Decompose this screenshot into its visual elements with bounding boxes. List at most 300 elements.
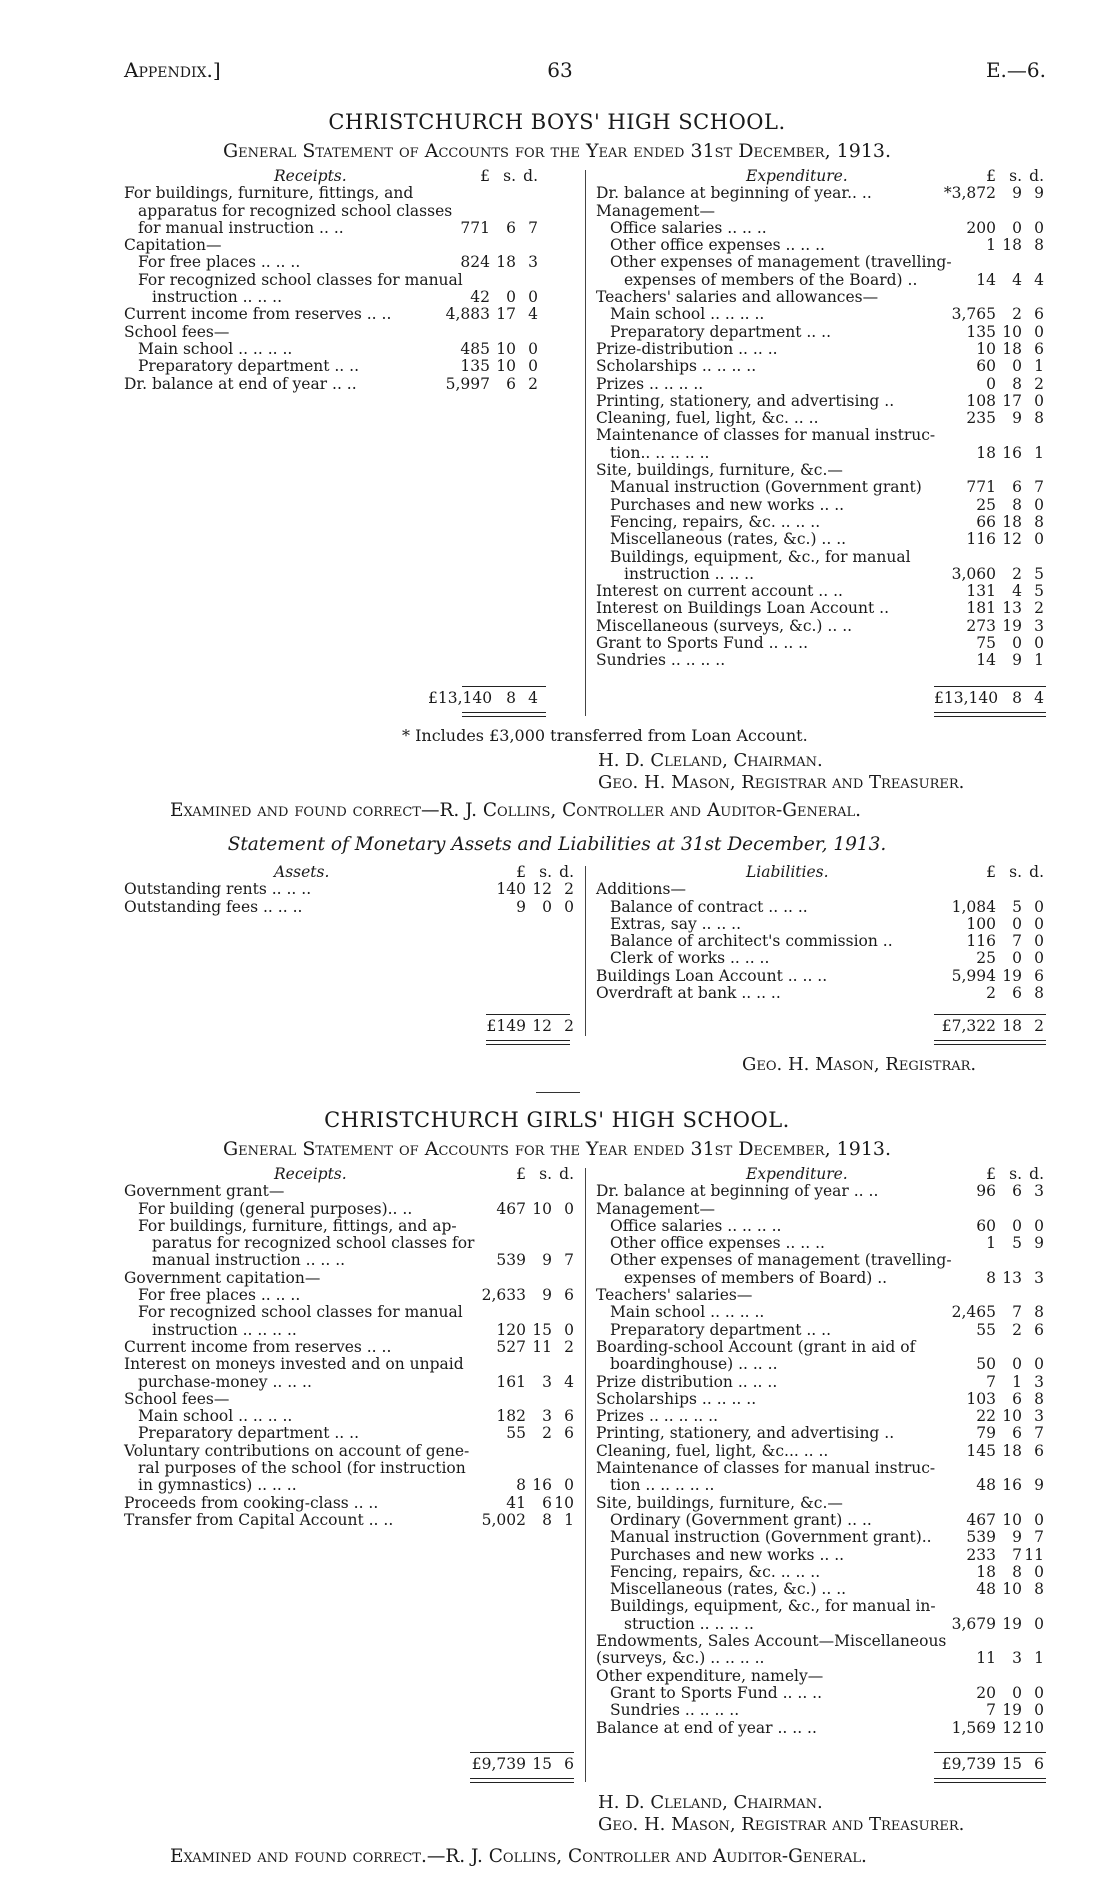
amount-pence: 6 [564, 1407, 574, 1426]
boys-signature-registrar: Geo. H. Mason, Registrar and Treasurer. [598, 772, 965, 793]
amount-pounds: 14 [976, 651, 996, 670]
amount-shillings: 17 [496, 305, 516, 324]
ledger-item-amount [934, 1322, 1044, 1339]
amount-pounds: 100 [966, 914, 996, 933]
ledger-item-amount [428, 306, 538, 323]
ledger-item-amount [934, 1512, 1044, 1529]
ledger-column-header [124, 864, 574, 881]
boys-column-divider [585, 170, 586, 716]
amount-pence: 2 [564, 880, 574, 899]
girls-expenditure-rule-top [934, 1752, 1046, 1753]
ledger-row [596, 1408, 1044, 1425]
ledger-row [596, 881, 1044, 898]
amount-shillings: 18 [1002, 512, 1022, 531]
ledger-item-label: Preparatory department .. .. [138, 1424, 360, 1443]
ledger-item-label: Management— [596, 1199, 716, 1218]
amount-shillings: 4 [1012, 270, 1022, 289]
amount-pence: 2 [564, 1337, 574, 1356]
amount-shillings: 19 [1002, 966, 1022, 985]
amount-pounds: 50 [976, 1355, 996, 1374]
amount-pence: 0 [528, 288, 538, 307]
amount-pence: 6 [1034, 1320, 1044, 1339]
ledger-item-label: Government grant— [124, 1182, 285, 1201]
amount-pounds: 2,633 [481, 1286, 526, 1305]
ledger-row [124, 1477, 574, 1494]
amount-shillings: 7 [1012, 1545, 1022, 1564]
amount-shillings: 10 [532, 1199, 552, 1218]
amount-pence: 1 [1034, 443, 1044, 462]
ledger-row [596, 1495, 1044, 1512]
amount-pence: 3 [1034, 1372, 1044, 1391]
amount-pounds: 3,679 [951, 1614, 996, 1633]
ledger-item-amount [934, 583, 1044, 600]
ledger-row [124, 237, 538, 254]
ledger-item-label: Miscellaneous (rates, &c.) .. .. [610, 1580, 847, 1599]
amount-pence: 0 [1034, 1614, 1044, 1633]
ledger-column-header [596, 1166, 1044, 1183]
header-appendix: Appendix.] [124, 58, 221, 82]
ledger-row [124, 1201, 574, 1218]
amount-pence: 0 [1034, 634, 1044, 653]
ledger-item-label: Cleaning, fuel, light, &c... .. .. [596, 1441, 829, 1460]
girls-signature-chairman: H. D. Cleland, Chairman. [598, 1792, 823, 1813]
amount-pence: 3 [528, 253, 538, 272]
amount-pounds: 233 [966, 1545, 996, 1564]
column-heading: Receipts. [274, 1165, 347, 1183]
amount-shillings: 19 [1002, 1614, 1022, 1633]
ledger-item-label: Other office expenses .. .. .. [610, 1234, 825, 1253]
amount-pounds: 108 [966, 391, 996, 410]
ledger-row [596, 376, 1044, 393]
ledger-item-label: For recognized school classes for manual [138, 270, 463, 289]
ledger-item-amount [934, 1477, 1044, 1494]
amount-shillings: 19 [1002, 1701, 1022, 1720]
amount-pounds: 1 [986, 236, 996, 255]
amount-pence: 10 [554, 1493, 574, 1512]
ledger-item-amount [464, 1322, 574, 1339]
amount-pence: 4 [528, 305, 538, 324]
amount-pence: 1 [1034, 357, 1044, 376]
amount-shillings: 13 [1002, 599, 1022, 618]
amount-pence: 0 [1034, 1355, 1044, 1374]
amount-pounds: 200 [966, 218, 996, 237]
ledger-row [124, 899, 574, 916]
ledger-row [596, 1443, 1044, 1460]
amount-pounds: 25 [976, 949, 996, 968]
amount-shillings: 0 [1012, 914, 1022, 933]
amount-pence: 7 [528, 218, 538, 237]
amount-shillings: 3 [1012, 1649, 1022, 1668]
ledger-item-label: Cleaning, fuel, light, &c. .. .. [596, 409, 819, 428]
ledger-item-label: Prize distribution .. .. .. [596, 1372, 778, 1391]
amount-shillings: 7 [1012, 932, 1022, 951]
ledger-item-amount [428, 324, 538, 341]
ledger-row [596, 635, 1044, 652]
ledger-column-header [124, 1166, 574, 1183]
amount-pence: 3 [1034, 616, 1044, 635]
header-reference: E.—6. [985, 58, 1046, 82]
ledger-item-amount [934, 1235, 1044, 1252]
amount-shillings: 10 [1002, 1510, 1022, 1529]
ledger-item-label: Maintenance of classes for manual instruc- [596, 1459, 936, 1478]
ledger-item-amount [464, 1183, 574, 1200]
ledger-item-amount [934, 1304, 1044, 1321]
column-heading: Liabilities. [746, 863, 829, 881]
ledger-item-label: Interest on Buildings Loan Account .. [596, 599, 890, 618]
amount-pounds: 1,569 [951, 1718, 996, 1737]
amount-pence: 0 [1034, 495, 1044, 514]
ledger-item-label: Main school .. .. .. .. [138, 1407, 293, 1426]
amount-pence: 9 [1034, 184, 1044, 203]
currency-heading: £ s. d. [516, 1165, 574, 1183]
ledger-item-label: Buildings, equipment, &c., for manual in- [610, 1597, 936, 1616]
amount-shillings: 10 [496, 339, 516, 358]
ledger-item-amount [934, 531, 1044, 548]
ledger-row [124, 341, 538, 358]
amount-pence: 2 [1034, 374, 1044, 393]
boys-title: CHRISTCHURCH BOYS' HIGH SCHOOL. [328, 110, 786, 134]
ledger-item-amount [934, 393, 1044, 410]
amount-pounds: 771 [966, 478, 996, 497]
amount-pence: 4 [1034, 270, 1044, 289]
ledger-item-label: Preparatory department .. .. [610, 1320, 832, 1339]
ledger-item-label: Main school .. .. .. .. [138, 339, 293, 358]
ledger-item-label: Site, buildings, furniture, &c.— [596, 1493, 843, 1512]
ledger-item-label: Printing, stationery, and advertising .. [596, 391, 895, 410]
ledger-row [124, 1512, 574, 1529]
amount-shillings: 0 [1012, 218, 1022, 237]
ledger-item-label: Balance of contract .. .. .. [610, 897, 808, 916]
amount-pence: 6 [1034, 1441, 1044, 1460]
girls-expenditure-rule-double [934, 1782, 1046, 1783]
ledger-item-label: Interest on current account .. .. [596, 582, 843, 601]
ledger-item-amount [934, 220, 1044, 237]
ledger-row [596, 1668, 1044, 1685]
ledger-row [596, 514, 1044, 531]
ledger-item-amount [464, 1339, 574, 1356]
amount-shillings: 10 [1002, 1580, 1022, 1599]
ledger-item-amount [464, 1477, 574, 1494]
ledger-item-label: Miscellaneous (surveys, &c.) .. .. [596, 616, 853, 635]
ledger-item-amount [934, 600, 1044, 617]
ledger-row [596, 985, 1044, 1002]
assets-column-divider [585, 866, 586, 1036]
amount-shillings: 18 [1002, 339, 1022, 358]
amount-shillings: 9 [1012, 409, 1022, 428]
ledger-item-label: Teachers' salaries and allowances— [596, 288, 879, 307]
amount-shillings: 6 [1012, 984, 1022, 1003]
column-heading: Receipts. [274, 167, 347, 185]
ledger-row [596, 341, 1044, 358]
amount-shillings: 3 [542, 1407, 552, 1426]
ledger-row [124, 1287, 574, 1304]
boys-expenditure-rule-top [934, 686, 1046, 687]
ledger-item-label: For recognized school classes for manual [138, 1303, 463, 1322]
ledger-row [596, 237, 1044, 254]
amount-shillings: 18 [1002, 236, 1022, 255]
amount-pence: 0 [564, 897, 574, 916]
amount-pence: 2 [528, 374, 538, 393]
ledger-item-amount [464, 1287, 574, 1304]
ledger-item-amount [464, 899, 574, 916]
ledger-item-amount [934, 652, 1044, 669]
amount-pounds: 235 [966, 409, 996, 428]
girls-signature-registrar: Geo. H. Mason, Registrar and Treasurer. [598, 1814, 965, 1835]
ledger-row [596, 618, 1044, 635]
amount-shillings: 8 [542, 1510, 552, 1529]
ledger-item-label: Other office expenses .. .. .. [610, 236, 825, 255]
ledger-item-amount [934, 1529, 1044, 1546]
amount-shillings: 9 [1012, 184, 1022, 203]
ledger-item-label: boardinghouse) .. .. .. [610, 1355, 778, 1374]
amount-pounds: 9 [516, 897, 526, 916]
ledger-item-label: in gymnastics) .. .. .. [138, 1476, 297, 1495]
ledger-row [124, 185, 538, 202]
girls-receipts-rule-double [470, 1782, 574, 1783]
amount-pence: 3 [1034, 1268, 1044, 1287]
liabilities-rule-double [934, 1044, 1046, 1045]
amount-shillings: 10 [496, 357, 516, 376]
ledger-column-header [596, 168, 1044, 185]
ledger-row [124, 1374, 574, 1391]
ledger-row [596, 220, 1044, 237]
amount-shillings: 6 [1012, 1424, 1022, 1443]
ledger-item-amount [934, 427, 1044, 444]
ledger-row [596, 950, 1044, 967]
ledger-item-label: Fencing, repairs, &c. .. .. .. [610, 512, 821, 531]
amount-pounds: 75 [976, 634, 996, 653]
amount-pounds: 120 [496, 1320, 526, 1339]
ledger-row [596, 968, 1044, 985]
amount-shillings: 12 [1002, 530, 1022, 549]
amount-shillings: 0 [1012, 634, 1022, 653]
ledger-row [596, 549, 1044, 566]
ledger-item-amount [934, 1581, 1044, 1598]
amount-pence: 1 [1034, 651, 1044, 670]
ledger-item-label: Teachers' salaries— [596, 1286, 753, 1305]
ledger-row [596, 1685, 1044, 1702]
amount-pence: 0 [1034, 530, 1044, 549]
ledger-item-label: tion.. .. .. .. .. [610, 443, 710, 462]
amount-shillings: 8 [1012, 1562, 1022, 1581]
ledger-item-amount [464, 1408, 574, 1425]
ledger-row [596, 324, 1044, 341]
ledger-item-label: Clerk of works .. .. .. [610, 949, 770, 968]
ledger-row [596, 1391, 1044, 1408]
amount-shillings: 13 [1002, 1268, 1022, 1287]
ledger-row [596, 566, 1044, 583]
boys-expenditure-rule-bottom [934, 712, 1046, 713]
ledger-item-label: Office salaries .. .. .. [610, 218, 767, 237]
amount-shillings: 10 [1002, 322, 1022, 341]
assets-statement-title: Statement of Monetary Assets and Liabilities at 31st December, 1913. [227, 834, 887, 855]
amount-shillings: 9 [542, 1286, 552, 1305]
ledger-item-label: struction .. .. .. .. [624, 1614, 754, 1633]
ledger-item-amount [934, 497, 1044, 514]
ledger-item-amount [934, 306, 1044, 323]
ledger-item-label: Voluntary contributions on account of gene- [124, 1441, 470, 1460]
amount-pence: 5 [1034, 564, 1044, 583]
ledger-item-label: Outstanding rents .. .. .. [124, 880, 312, 899]
ledger-item-amount [934, 1270, 1044, 1287]
girls-subtitle: General Statement of Accounts for the Year ended 31st December, 1913. [222, 1138, 892, 1160]
ledger-row [124, 1270, 574, 1287]
ledger-item-amount [934, 289, 1044, 306]
ledger-item-amount [464, 1460, 574, 1477]
ledger-item-label: Prizes .. .. .. .. .. [596, 1407, 718, 1426]
amount-pence: 6 [564, 1424, 574, 1443]
amount-pence: 0 [1034, 218, 1044, 237]
page-number: 63 [547, 58, 573, 82]
ledger-item-amount [934, 618, 1044, 635]
ledger-item-amount [934, 237, 1044, 254]
ledger-item-label: Balance at end of year .. .. .. [596, 1718, 817, 1737]
amount-pence: 0 [1034, 391, 1044, 410]
amount-shillings: 7 [1012, 1303, 1022, 1322]
amount-pence: 8 [1034, 1389, 1044, 1408]
ledger-row [124, 1339, 574, 1356]
ledger-item-label: Overdraft at bank .. .. .. [596, 984, 781, 1003]
amount-pounds: 116 [966, 932, 996, 951]
girls-receipts-rule-bottom [470, 1778, 574, 1779]
amount-shillings: 16 [532, 1476, 552, 1495]
ledger-item-label: Prizes .. .. .. .. [596, 374, 704, 393]
amount-shillings: 6 [1012, 1389, 1022, 1408]
ledger-item-label: Buildings Loan Account .. .. .. [596, 966, 828, 985]
ledger-row [124, 881, 574, 898]
amount-pounds: 41 [506, 1493, 526, 1512]
ledger-item-label: (surveys, &c.) .. .. .. .. [596, 1649, 765, 1668]
ledger-item-label: For free places .. .. .. [138, 1286, 301, 1305]
girls-expenditure-rule-bottom [934, 1778, 1046, 1779]
ledger-item-amount [428, 358, 538, 375]
ledger-column-header [596, 864, 1044, 881]
amount-pounds: 145 [966, 1441, 996, 1460]
amount-pounds: 79 [976, 1424, 996, 1443]
ledger-item-label: expenses of members of the Board) .. [624, 270, 918, 289]
ledger-row [596, 1564, 1044, 1581]
amount-pence: 0 [564, 1199, 574, 1218]
ledger-row [596, 531, 1044, 548]
column-heading: Expenditure. [746, 167, 848, 185]
ledger-item-amount [934, 1598, 1044, 1615]
amount-shillings: 9 [542, 1251, 552, 1270]
amount-shillings: 0 [1012, 1355, 1022, 1374]
ledger-item-amount [934, 1252, 1044, 1269]
ledger-row [124, 1443, 574, 1460]
ledger-item-label: Boarding-school Account (grant in aid of [596, 1337, 916, 1356]
ledger-item-amount [428, 289, 538, 306]
ledger-row [124, 376, 538, 393]
ledger-item-label: Scholarships .. .. .. .. [596, 357, 757, 376]
ledger-row [124, 1356, 574, 1373]
amount-shillings: 0 [1012, 1216, 1022, 1235]
amount-shillings: 18 [1002, 1441, 1022, 1460]
girls-examined-note: Examined and found correct.—R. J. Collins, Controller and Auditor-General. [170, 1846, 867, 1867]
amount-shillings: 5 [1012, 897, 1022, 916]
ledger-row [124, 324, 538, 341]
amount-shillings: 2 [1012, 305, 1022, 324]
ledger-item-amount [934, 358, 1044, 375]
amount-shillings: 6 [1012, 1182, 1022, 1201]
amount-pounds: 25 [976, 495, 996, 514]
ledger-item-label: Purchases and new works .. .. [610, 495, 845, 514]
ledger-item-amount [934, 1616, 1044, 1633]
ledger-item-amount [428, 220, 538, 237]
section-divider [536, 1092, 580, 1093]
ledger-item-amount [934, 1391, 1044, 1408]
amount-pence: 0 [1034, 914, 1044, 933]
ledger-item-amount [934, 445, 1044, 462]
ledger-item-amount [464, 1356, 574, 1373]
boys-footnote: * Includes £3,000 transferred from Loan Account. [402, 726, 808, 745]
ledger-row [596, 1287, 1044, 1304]
amount-pence: 7 [564, 1251, 574, 1270]
ledger-row [596, 462, 1044, 479]
amount-shillings: 5 [1012, 1234, 1022, 1253]
girls-column-divider [585, 1168, 586, 1782]
amount-shillings: 0 [1012, 949, 1022, 968]
amount-pence: 0 [1034, 1701, 1044, 1720]
ledger-row [596, 203, 1044, 220]
ledger-row [596, 427, 1044, 444]
ledger-row [596, 1477, 1044, 1494]
ledger-row [124, 1495, 574, 1512]
amount-shillings: 9 [1012, 651, 1022, 670]
ledger-item-label: instruction .. .. .. [152, 288, 283, 307]
ledger-item-label: instruction .. .. .. [624, 564, 755, 583]
ledger-item-amount [934, 968, 1044, 985]
ledger-item-amount [934, 549, 1044, 566]
ledger-item-amount [934, 1460, 1044, 1477]
amount-pounds: 3,765 [951, 305, 996, 324]
ledger-row [596, 652, 1044, 669]
amount-pence: 3 [1034, 1182, 1044, 1201]
amount-pounds: 42 [470, 288, 490, 307]
amount-pounds: 18 [976, 443, 996, 462]
amount-pence: 7 [1034, 478, 1044, 497]
ledger-row [596, 410, 1044, 427]
amount-pence: 0 [1034, 322, 1044, 341]
amount-shillings: 2 [1012, 1320, 1022, 1339]
amount-pounds: 3,060 [951, 564, 996, 583]
ledger-item-label: Dr. balance at end of year .. .. [124, 374, 357, 393]
ledger-item-label: Capitation— [124, 236, 222, 255]
amount-pounds: 135 [460, 357, 490, 376]
ledger-item-amount [464, 1443, 574, 1460]
ledger-item-label: For buildings, furniture, fittings, and [124, 184, 414, 203]
boys-receipts-rule-top [462, 686, 546, 687]
amount-shillings: 19 [1002, 616, 1022, 635]
amount-pence: 2 [1034, 599, 1044, 618]
amount-shillings: 0 [1012, 1683, 1022, 1702]
ledger-item-label: expenses of members of Board) .. [624, 1268, 888, 1287]
amount-pence: 11 [1024, 1545, 1044, 1564]
amount-pence: 0 [1034, 1562, 1044, 1581]
ledger-item-amount [934, 462, 1044, 479]
ledger-item-amount [934, 1183, 1044, 1200]
amount-pence: 6 [564, 1286, 574, 1305]
amount-pence: 8 [1034, 512, 1044, 531]
amount-pence: 6 [1034, 966, 1044, 985]
ledger-row [124, 272, 538, 289]
ledger-row [596, 1633, 1044, 1650]
ledger-item-amount [934, 410, 1044, 427]
ledger-item-label: Office salaries .. .. .. .. [610, 1216, 782, 1235]
assets-signature: Geo. H. Mason, Registrar. [742, 1054, 977, 1075]
amount-pounds: 48 [976, 1476, 996, 1495]
amount-shillings: 11 [532, 1337, 552, 1356]
